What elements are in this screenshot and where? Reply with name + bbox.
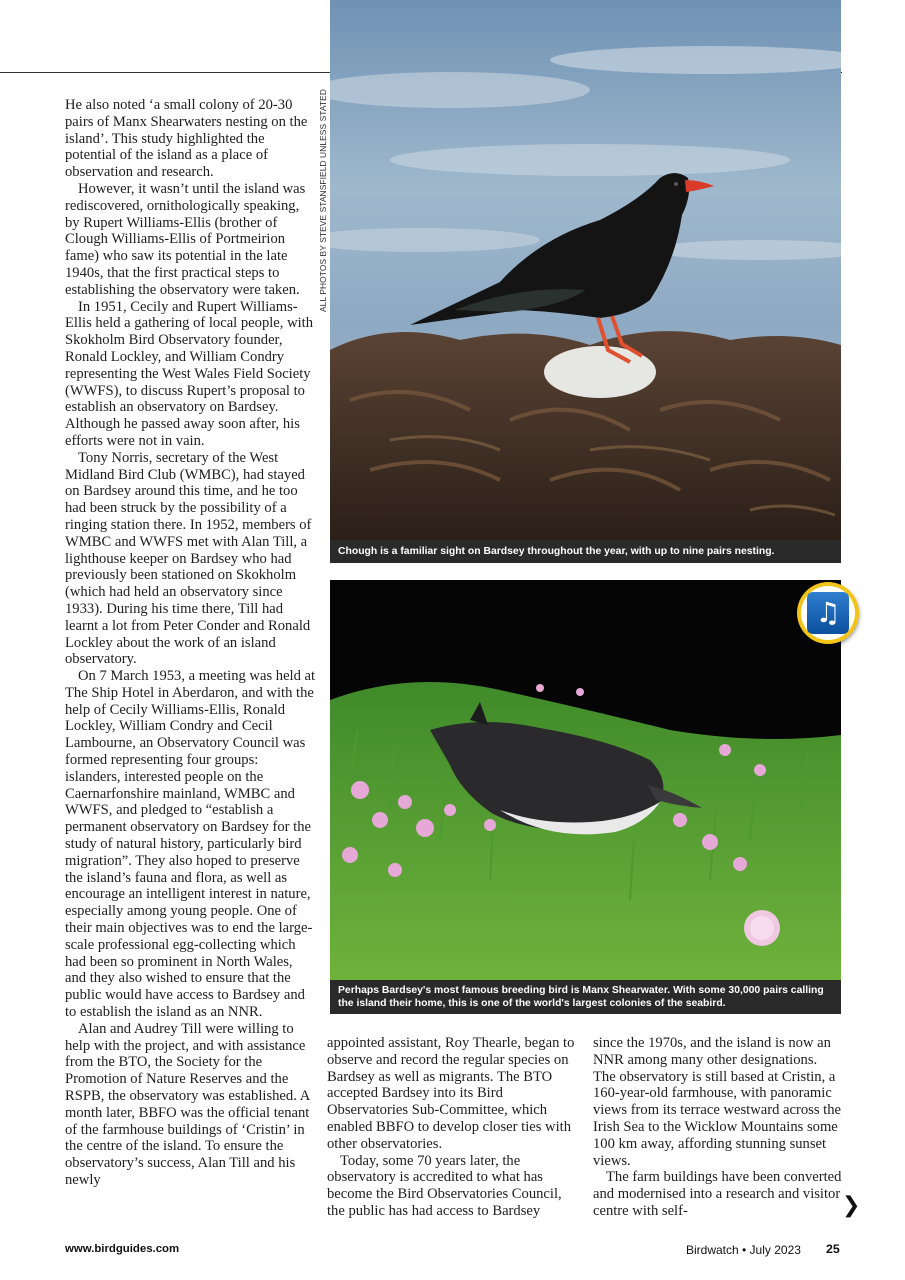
- article-column-3: [593, 1035, 843, 1220]
- manx-shearwater-photo: [330, 580, 841, 980]
- footer-website: www.birdguides.com: [65, 1243, 180, 1255]
- paragraph: The farm buildings have been converted and modernised into a research and visitor centre with self-: [593, 1169, 842, 1219]
- paragraph: Today, some 70 years later, the observatory is accredited to what has become the Bird Observatories Council, the public has had access to Bardsey: [327, 1152, 562, 1219]
- shearwater-caption: Perhaps Bardsey's most famous breeding bird is Manx Shearwater. With some 30,000 pairs calling the island their home, this is one of the world's largest colonies of the seabird.: [330, 980, 841, 1014]
- paragraph: In 1951, Cecily and Rupert Williams-Ellis held a gathering of local people, with Skokholm Bird Observatory founder, Ronald Lockley, and William Condry representing the West Wales Field Society (WWFS), to discuss Rupert’s proposal to establish an observatory on Bardsey. Although he passed away soon after, his efforts were not in vain.: [65, 298, 314, 449]
- page-number: 25: [826, 1242, 840, 1256]
- chough-illustration: [330, 0, 841, 540]
- chough-caption: Chough is a familiar sight on Bardsey throughout the year, with up to nine pairs nesting.: [330, 540, 841, 563]
- paragraph: since the 1970s, and the island is now an NNR among many other designations. The observatory is still based at Cristin, a 160-year-old farmhouse, with panoramic views from its terrace westward across the Irish Sea to the Wicklow Mountains some 100 km away, affording stunning sunset views.: [593, 1035, 842, 1169]
- paragraph: Tony Norris, secretary of the West Midland Bird Club (WMBC), had stayed on Bardsey around this time, and he too had been struck by the possibility of a ringing station there. In 1952, members of WMBC and WWFS met with Alan Till, a lighthouse keeper on Bardsey who had previously been stationed on Skokholm (which had held an observatory since 1933). During his time there, Till had learnt a lot from Peter Conder and Ronald Lockley about the work of an island observatory.: [65, 449, 312, 668]
- paragraph: He also noted ‘a small colony of 20-30 pairs of Manx Shearwaters nesting on the island’. This study highlighted the potential of the island as a place of observation and research.: [65, 97, 308, 181]
- article-column-1: [65, 97, 317, 1189]
- footer-magazine: Birdwatch • July 2023: [686, 1243, 801, 1257]
- chough-photo: [330, 0, 841, 540]
- article-column-2: [327, 1035, 577, 1220]
- paragraph: However, it wasn’t until the island was rediscovered, ornithologically speaking, by Rupert Williams-Ellis (brother of Clough Williams-Ellis of Portmeirion fame) who saw its potential in the late 1940s, that the first practical steps to establishing the observatory were taken.: [65, 180, 306, 298]
- audio-button-ring: [801, 586, 855, 640]
- header-rule: [0, 72, 330, 73]
- photo-credit: ALL PHOTOS BY STEVE STANSFIELD UNLESS STATED: [318, 89, 328, 312]
- paragraph: On 7 March 1953, a meeting was held at The Ship Hotel in Aberdaron, and with the help of Cecily Williams-Ellis, Ronald Lockley, William Condry and Cecil Lambourne, an Observatory Council was formed representing four groups: islanders, interested people on the Caernarfonshire mainland, WMBC and WWFS, and pledged to “establish a permanent observatory on Bardsey for the study of natural history, particularly bird migration”. They also hoped to preserve the island’s fauna and flora, as well as encourage an intelligent interest in nature, especially among young people. One of their main objectives was to end the large-scale professional egg-collecting which had been so prominent in North Wales, and they also wished to ensure that the public would have access to Bardsey and to establish the island as an NNR.: [65, 668, 316, 1021]
- paragraph: Alan and Audrey Till were willing to help with the project, and with assistance from the BTO, the Society for the Promotion of Nature Reserves and the RSPB, the observatory was established. A month later, BBFO was the official tenant of the farmhouse buildings of ‘Cristin’ in the centre of the island. To ensure the observatory’s success, Alan Till and his newly: [65, 1020, 310, 1188]
- music-note-icon: ♫: [807, 592, 849, 634]
- paragraph: appointed assistant, Roy Thearle, began to observe and record the regular species on Bardsey as well as migrants. The BTO accepted Bardsey into its Bird Observatories Sub-Committee, which enabled BBFO to develop closer ties with other observatories.: [327, 1035, 575, 1152]
- shearwater-illustration: [330, 580, 841, 980]
- audio-button[interactable]: [797, 582, 859, 644]
- next-page-chevron-icon[interactable]: ❯: [842, 1193, 861, 1218]
